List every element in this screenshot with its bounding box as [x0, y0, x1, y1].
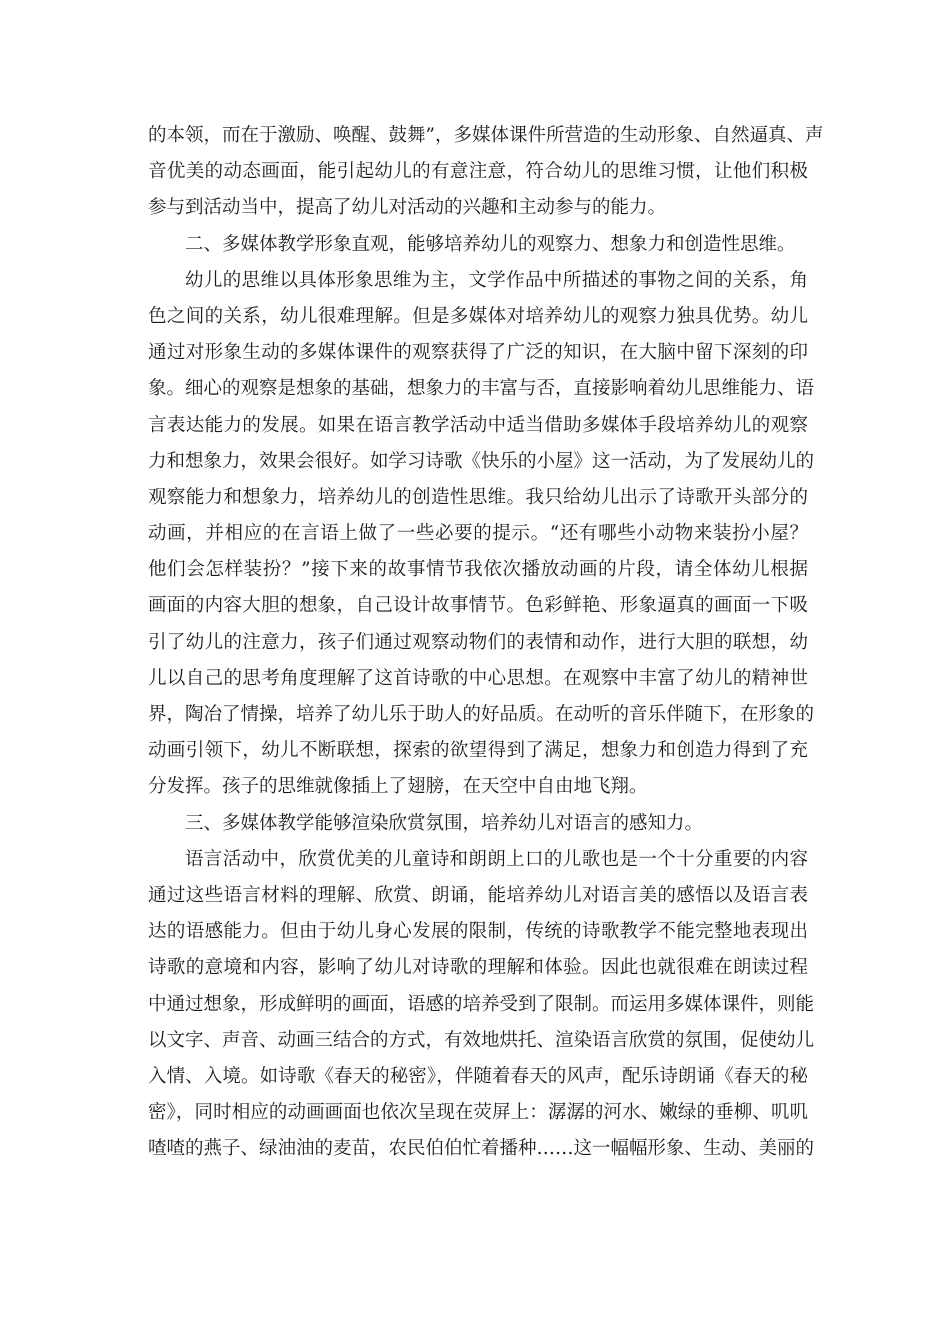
text-line: 通过这些语言材料的理解、欣赏、朗诵，能培养幼儿对语言美的感悟以及语言表: [148, 884, 808, 906]
text-line: 达的语感能力。但由于幼儿身心发展的限制，传统的诗歌教学不能完整地表现出: [148, 921, 808, 943]
text-line: 诗歌的意境和内容，影响了幼儿对诗歌的理解和体验。因此也就很难在朗读过程: [148, 957, 808, 979]
text-line: 密》，同时相应的动画画面也依次呈现在荧屏上：潺潺的河水、嫩绿的垂柳、叽叽: [148, 1102, 808, 1124]
text-line: 喳喳的燕子、绿油油的麦苗，农民伯伯忙着播种……这一幅幅形象、生动、美丽的: [148, 1138, 815, 1160]
text-line: 分发挥。孩子的思维就像插上了翅膀，在天空中自由地飞翔。: [148, 776, 648, 798]
text-line: 中通过想象，形成鲜明的画面，语感的培养受到了限制。而运用多媒体课件，则能: [148, 993, 815, 1015]
text-line: 以文字、声音、动画三结合的方式，有效地烘托、渲染语言欣赏的氛围，促使幼儿: [148, 1029, 815, 1051]
text-line: 通过对形象生动的多媒体课件的观察获得了广泛的知识，在大脑中留下深刻的印: [148, 342, 808, 364]
text-line: 言表达能力的发展。如果在语言教学活动中适当借助多媒体手段培养幼儿的观察: [148, 414, 808, 436]
text-line: 象。细心的观察是想象的基础，想象力的丰富与否，直接影响着幼儿思维能力、语: [148, 378, 815, 400]
text-line: 参与到活动当中，提高了幼儿对活动的兴趣和主动参与的能力。: [148, 197, 667, 219]
text-line: 入情、入境。如诗歌《春天的秘密》，伴随着春天的风声，配乐诗朗诵《春天的秘: [148, 1065, 808, 1087]
text-line: 三、多媒体教学能够渲染欣赏氛围，培养幼儿对语言的感知力。: [185, 812, 704, 834]
text-line: 动画，并相应的在言语上做了一些必要的提示。“还有哪些小动物来装扮小屋？: [148, 523, 808, 545]
text-line: 儿以自己的思考角度理解了这首诗歌的中心思想。在观察中丰富了幼儿的精神世: [148, 667, 808, 689]
text-line: 观察能力和想象力，培养幼儿的创造性思维。我只给幼儿出示了诗歌开头部分的: [148, 486, 808, 508]
text-line: 力和想象力，效果会很好。如学习诗歌《快乐的小屋》这一活动，为了发展幼儿的: [148, 450, 815, 472]
text-line: 音优美的动态画面，能引起幼儿的有意注意，符合幼儿的思维习惯，让他们积极: [148, 161, 808, 183]
text-line: 色之间的关系，幼儿很难理解。但是多媒体对培养幼儿的观察力独具优势。幼儿: [148, 305, 808, 327]
text-line: 的本领，而在于激励、唤醒、鼓舞”，多媒体课件所营造的生动形象、自然逼真、声: [148, 125, 824, 146]
text-line: 幼儿的思维以具体形象思维为主，文学作品中所描述的事物之间的关系，角: [185, 269, 808, 291]
text-line: 引了幼儿的注意力，孩子们通过观察动物们的表情和动作，进行大胆的联想，幼: [148, 631, 808, 653]
text-line: 语言活动中，欣赏优美的儿童诗和朗朗上口的儿歌也是一个十分重要的内容: [185, 848, 808, 870]
body-text: [148, 118, 824, 1167]
text-line: 动画引领下，幼儿不断联想，探索的欲望得到了满足，想象力和创造力得到了充: [148, 740, 808, 762]
text-line: 他们会怎样装扮？”接下来的故事情节我依次播放动画的片段，请全体幼儿根据: [148, 559, 808, 581]
text-line: 界，陶冶了情操，培养了幼儿乐于助人的好品质。在动听的音乐伴随下，在形象的: [148, 704, 815, 725]
text-line: 画面的内容大胆的想象，自己设计故事情节。色彩鲜艳、形象逼真的画面一下吸: [148, 595, 808, 617]
text-line: 二、多媒体教学形象直观，能够培养幼儿的观察力、想象力和创造性思维。: [185, 233, 796, 255]
